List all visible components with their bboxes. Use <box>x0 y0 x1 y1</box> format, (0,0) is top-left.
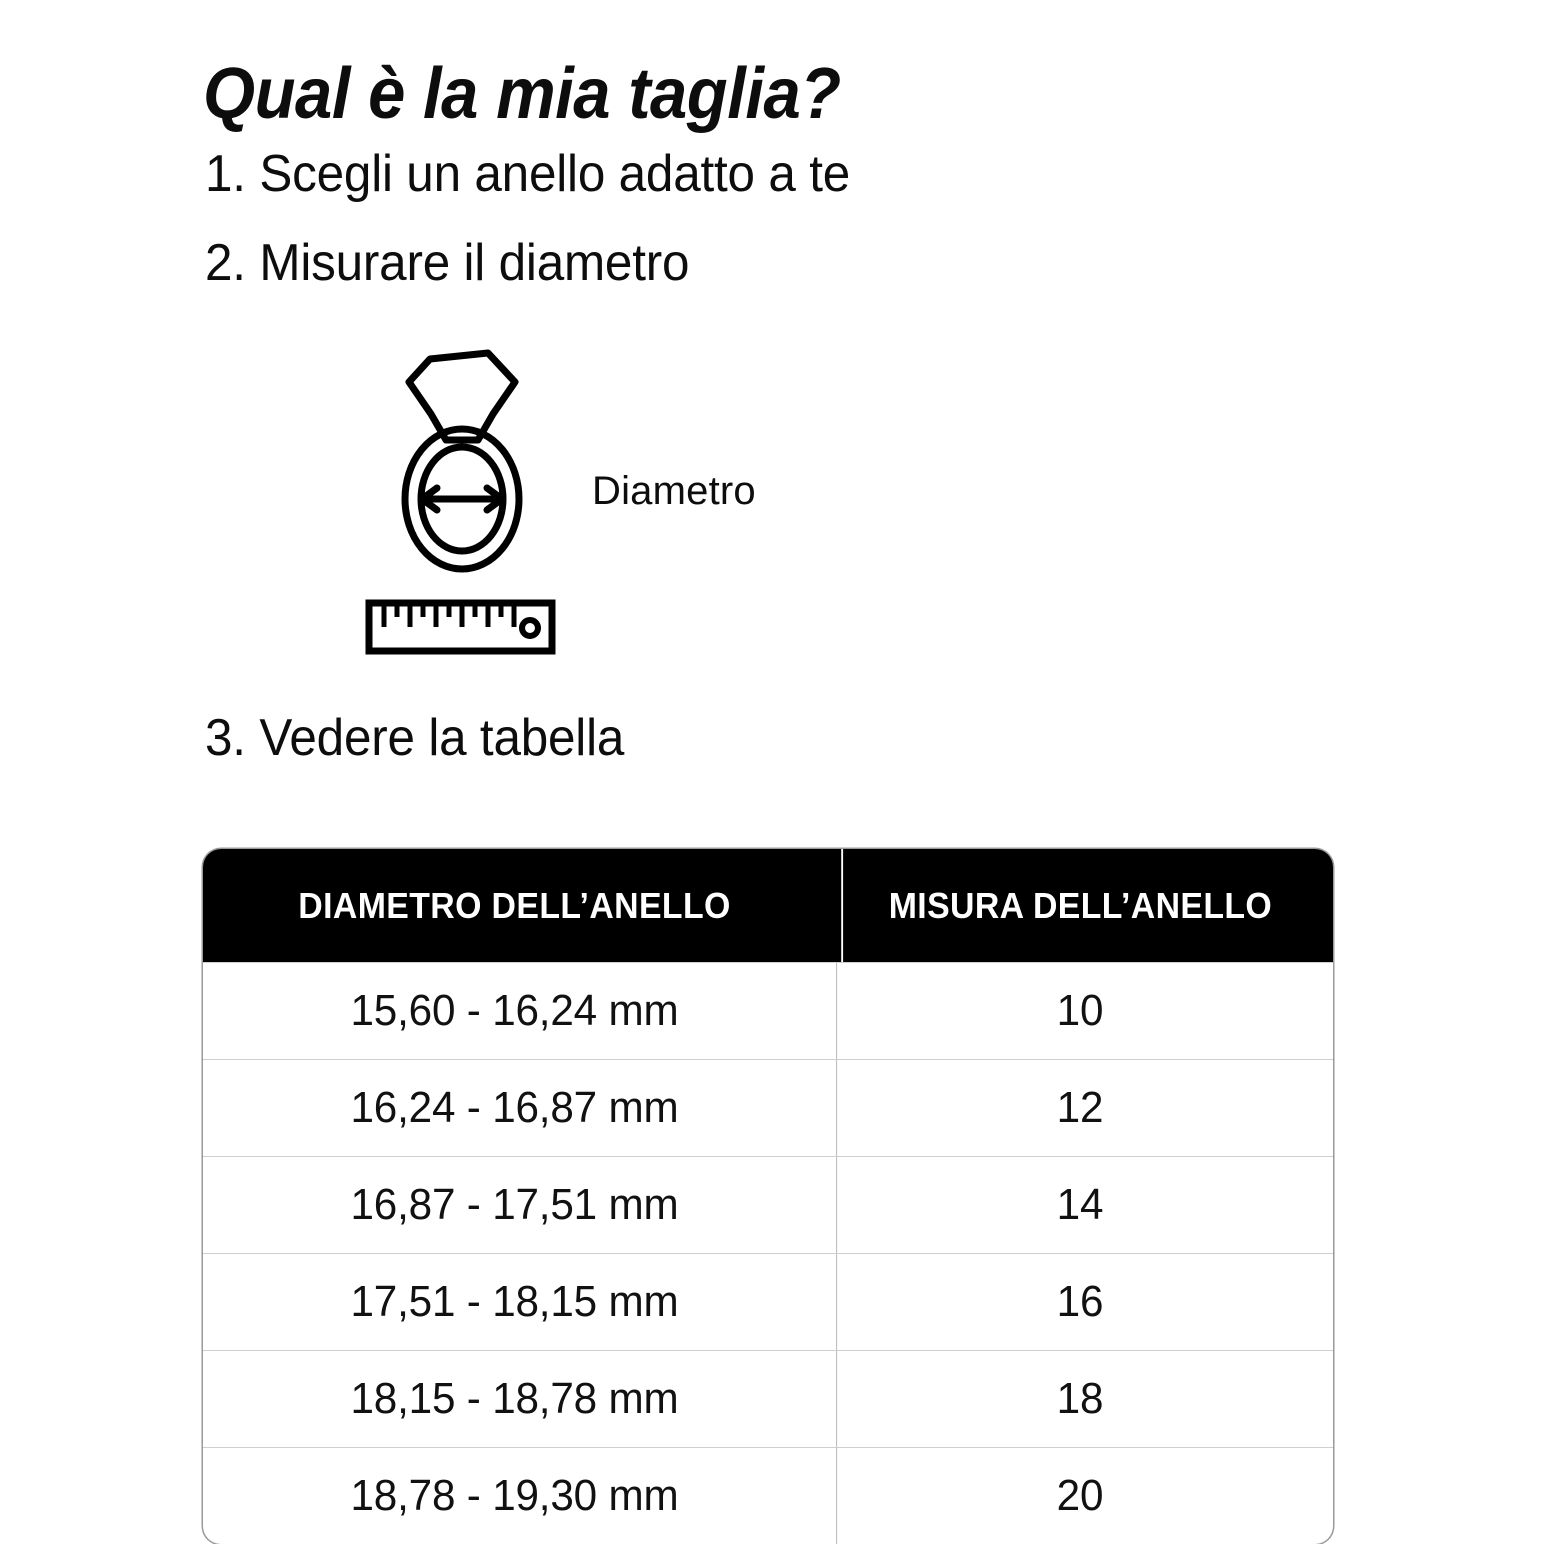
cell-size: 16 <box>836 1254 1323 1350</box>
table-row <box>203 1447 1333 1544</box>
cell-size: 20 <box>836 1448 1323 1544</box>
step-1-choose-ring: 1. Scegli un anello adatto a te <box>205 145 851 203</box>
table-header-row <box>203 849 1333 962</box>
step-3-see-table: 3. Vedere la tabella <box>205 709 625 767</box>
table-row <box>203 1156 1333 1253</box>
cell-diameter: 17,51 - 18,15 mm <box>350 1277 679 1326</box>
cell-diameter: 18,78 - 19,30 mm <box>350 1471 679 1520</box>
table-row <box>203 1059 1333 1156</box>
double-headed-arrow-icon <box>422 488 502 510</box>
table-header-diameter: DIAMETRO DELL’ANELLO <box>298 884 731 926</box>
cell-size: 12 <box>836 1060 1323 1156</box>
cell-size: 14 <box>836 1157 1323 1253</box>
table-header-size: MISURA DELL’ANELLO <box>841 849 1318 962</box>
diameter-label: Diametro <box>592 469 756 513</box>
cell-size: 18 <box>836 1351 1323 1447</box>
cell-diameter: 16,87 - 17,51 mm <box>350 1180 679 1229</box>
ruler-icon <box>369 603 552 651</box>
ring-size-table <box>203 849 1333 1544</box>
cell-diameter: 15,60 - 16,24 mm <box>350 986 679 1035</box>
cell-diameter: 18,15 - 18,78 mm <box>350 1374 679 1423</box>
table-row <box>203 1350 1333 1447</box>
table-row <box>203 962 1333 1059</box>
cell-diameter: 16,24 - 16,87 mm <box>350 1083 679 1132</box>
cell-size: 10 <box>836 963 1323 1059</box>
page-title: Qual è la mia taglia? <box>203 54 841 135</box>
step-2-measure-diameter: 2. Misurare il diametro <box>205 234 690 292</box>
table-row <box>203 1253 1333 1350</box>
